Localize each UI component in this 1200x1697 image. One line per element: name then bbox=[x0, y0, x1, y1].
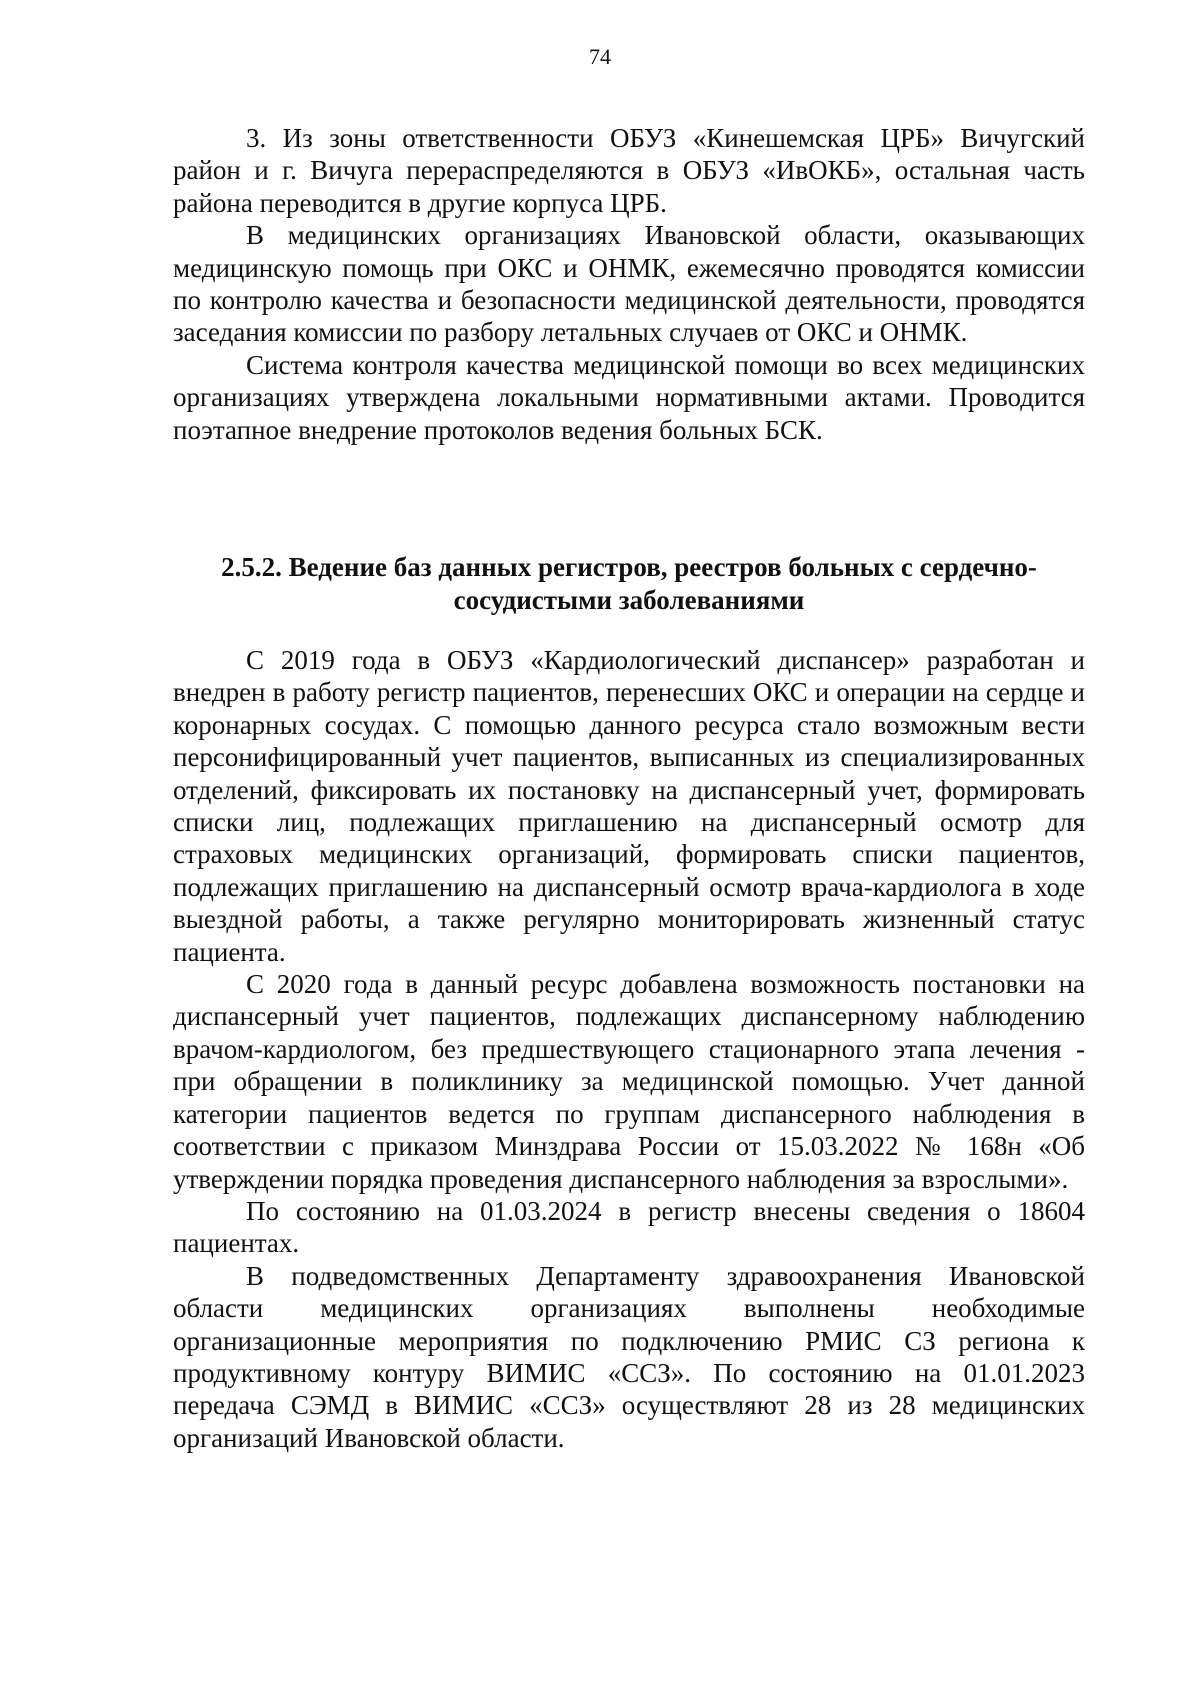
paragraph-responsibility-zone: 3. Из зоны ответственности ОБУЗ «Кинешемская ЦРБ» Вичугский район и г. Вичуга перераспределяются в ОБУЗ «ИвОКБ», остальная часть района переводится в другие корпуса ЦРБ. bbox=[173, 123, 1085, 218]
section-heading-line-2: сосудистыми заболеваниями bbox=[453, 585, 805, 615]
intro-text bbox=[173, 122, 1085, 446]
section-heading bbox=[173, 551, 1085, 617]
paragraph-registry-2019: С 2019 года в ОБУЗ «Кардиологический диспансер» разработан и внедрен в работу регистр пациентов, перенесших ОКС и операции на сердце и коронарных сосудах. С помощью данного ресурса стало возможным вести персонифицированный учет пациентов, выписанных из специализированных отделений, фиксировать их постановку на диспансерный учет, формировать списки лиц, подлежащих приглашению на диспансерный осмотр для страховых медицинских организаций, формировать списки пациентов, подлежащих приглашению на диспансерный осмотр врача-кардиолога в ходе выездной работы, а также регулярно мониторировать жизненный статус пациента. bbox=[173, 645, 1085, 967]
section-heading-line-1: 2.5.2. Ведение баз данных регистров, реестров больных с сердечно- bbox=[221, 552, 1037, 582]
paragraph-vimis-connection: В подведомственных Департаменту здравоохранения Ивановской области медицинских организациях выполнены необходимые организационные мероприятия по подключению РМИС СЗ региона к продуктивному контуру ВИМИС «ССЗ». По состоянию на 01.01.2023 передача СЭМД в ВИМИС «ССЗ» осуществляют 28 из 28 медицинских организаций Ивановской области. bbox=[173, 1260, 1085, 1453]
paragraph-quality-control-system: Система контроля качества медицинской помощи во всех медицинских организациях утверждена локальными нормативными актами. Проводится поэтапное внедрение протоколов ведения больных БСК. bbox=[173, 349, 1085, 445]
paragraph-registry-2020: С 2020 года в данный ресурс добавлена возможность постановки на диспансерный учет пациентов, подлежащих диспансерному наблюдению врачом-кардиологом, без предшествующего стационарного этапа лечения - при обращении в поликлинику за медицинской помощью. Учет данной категории пациентов ведется по группам диспансерного наблюдения в соответствии с приказом Минздрава России от 15.03.2022 № 168н «Об утверждении порядка проведения диспансерного наблюдения за взрослыми». bbox=[173, 969, 1085, 1194]
paragraph-registry-count: По состоянию на 01.03.2024 в регистр внесены сведения о 18604 пациентах. bbox=[173, 1195, 1085, 1259]
paragraph-quality-commissions: В медицинских организациях Ивановской области, оказывающих медицинскую помощь при ОКС и ОНМК, ежемесячно проводятся комиссии по контролю качества и безопасности медицинской деятельности, проводятся заседания комиссии по разбору летальных случаев от ОКС и ОНМК. bbox=[173, 220, 1085, 348]
section-text bbox=[173, 644, 1085, 1454]
page-number: 74 bbox=[589, 44, 611, 69]
